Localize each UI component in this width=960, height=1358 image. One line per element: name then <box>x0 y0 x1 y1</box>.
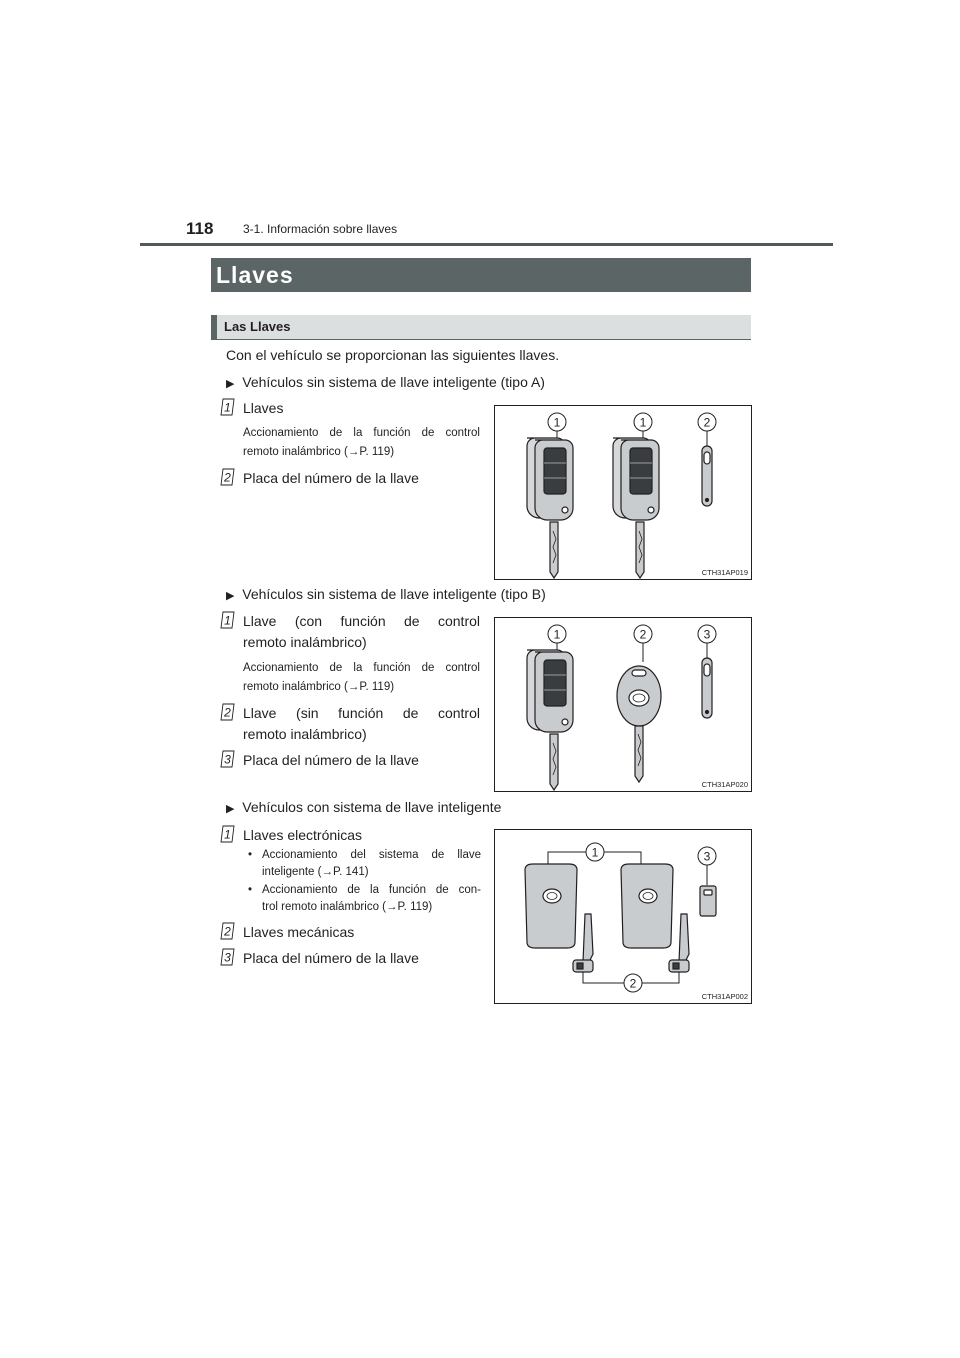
item-note-line: remoto inalámbrico (→P. 119) <box>243 681 395 693</box>
boxed-number-icon <box>220 825 236 843</box>
remote-key-icon <box>613 438 659 578</box>
bullet-dot: • <box>248 884 253 896</box>
section-breadcrumb: 3-1. Información sobre llaves <box>243 222 398 236</box>
key-number-plate-icon <box>702 658 712 718</box>
boxed-number-icon <box>220 703 236 721</box>
callout-1: 1 <box>553 627 561 642</box>
item-number: 3 <box>224 752 231 767</box>
keys-illustration <box>495 830 751 1003</box>
figure-code: CTH31AP002 <box>701 992 748 1001</box>
remote-key-icon <box>527 438 573 578</box>
item-number: 2 <box>224 705 231 720</box>
key-number-plate-icon <box>700 886 716 916</box>
bullet-line: Accionamiento de la función de con- <box>262 884 481 896</box>
item-label: Llaves mecánicas <box>243 924 355 940</box>
callout-2: 2 <box>629 976 637 991</box>
boxed-number-icon <box>220 611 236 629</box>
callout-2: 2 <box>639 627 647 642</box>
callout-1: 1 <box>639 415 647 430</box>
keys-illustration <box>495 618 751 791</box>
boxed-number-icon <box>220 948 236 966</box>
item-number: 1 <box>224 827 231 842</box>
group-c-heading-text: Vehículos con sistema de llave inteligente <box>242 799 502 815</box>
item-label-line: remoto inalámbrico) <box>243 634 367 650</box>
page-number: 118 <box>186 219 214 238</box>
item-note-line: Accionamiento de la función de control <box>243 427 480 439</box>
figure-code: CTH31AP019 <box>701 568 748 577</box>
item-number: 1 <box>224 400 231 415</box>
figure-keys-type-b <box>494 617 752 792</box>
remote-key-icon <box>527 650 573 790</box>
bullet-line: Accionamiento del sistema de llave <box>262 849 481 861</box>
item-label-line: Llave (con función de control <box>243 613 480 629</box>
boxed-number-icon <box>220 468 236 486</box>
item-label: Placa del número de la llave <box>243 950 419 966</box>
group-a-heading-text: Vehículos sin sistema de llave inteligente (tipo A) <box>242 374 545 390</box>
item-number: 2 <box>224 470 231 485</box>
bullet-line: trol remoto inalámbrico (→P. 119) <box>262 901 433 913</box>
intro-text: Con el vehículo se proporcionan las siguientes llaves. <box>226 347 560 363</box>
page-title: Llaves <box>216 262 294 288</box>
callout-1: 1 <box>591 845 599 860</box>
item-number: 2 <box>224 924 231 939</box>
boxed-number-icon <box>220 750 236 768</box>
key-number-plate-icon <box>702 446 712 506</box>
item-label: Placa del número de la llave <box>243 470 419 486</box>
item-number: 3 <box>224 950 231 965</box>
header-rule <box>140 243 833 246</box>
bullet-dot: • <box>248 849 253 861</box>
callout-2: 2 <box>703 415 711 430</box>
triangle-right-icon: ▶ <box>226 590 235 602</box>
boxed-number-icon <box>220 922 236 940</box>
group-c-heading <box>226 797 501 819</box>
group-a-heading <box>226 372 545 394</box>
callout-1: 1 <box>553 415 561 430</box>
keys-illustration <box>495 406 751 579</box>
master-key-icon <box>617 666 661 782</box>
triangle-right-icon: ▶ <box>226 803 235 815</box>
triangle-right-icon: ▶ <box>226 378 235 390</box>
smart-key-icon <box>621 864 689 972</box>
group-b-heading-text: Vehículos sin sistema de llave inteligente (tipo B) <box>242 586 546 602</box>
subtitle-marker <box>211 315 217 340</box>
subtitle-bar <box>211 315 751 340</box>
item-label: Llaves electrónicas <box>243 827 363 843</box>
item-label-line: Llave (sin función de control <box>243 705 480 721</box>
boxed-number-icon <box>220 398 236 416</box>
item-label: Placa del número de la llave <box>243 752 419 768</box>
smart-key-icon <box>525 864 593 972</box>
figure-code: CTH31AP020 <box>701 780 748 789</box>
item-note-line: remoto inalámbrico (→P. 119) <box>243 446 395 458</box>
item-label: Llaves <box>243 400 284 416</box>
item-note-line: Accionamiento de la función de control <box>243 662 480 674</box>
subtitle: Las Llaves <box>224 319 291 334</box>
item-number: 1 <box>224 613 231 628</box>
bullet-line: inteligente (→P. 141) <box>262 866 369 878</box>
group-b-heading <box>226 584 546 606</box>
callout-3: 3 <box>703 849 711 864</box>
callout-3: 3 <box>703 627 711 642</box>
figure-keys-smart <box>494 829 752 1004</box>
item-label-line: remoto inalámbrico) <box>243 726 367 742</box>
figure-keys-type-a <box>494 405 752 580</box>
